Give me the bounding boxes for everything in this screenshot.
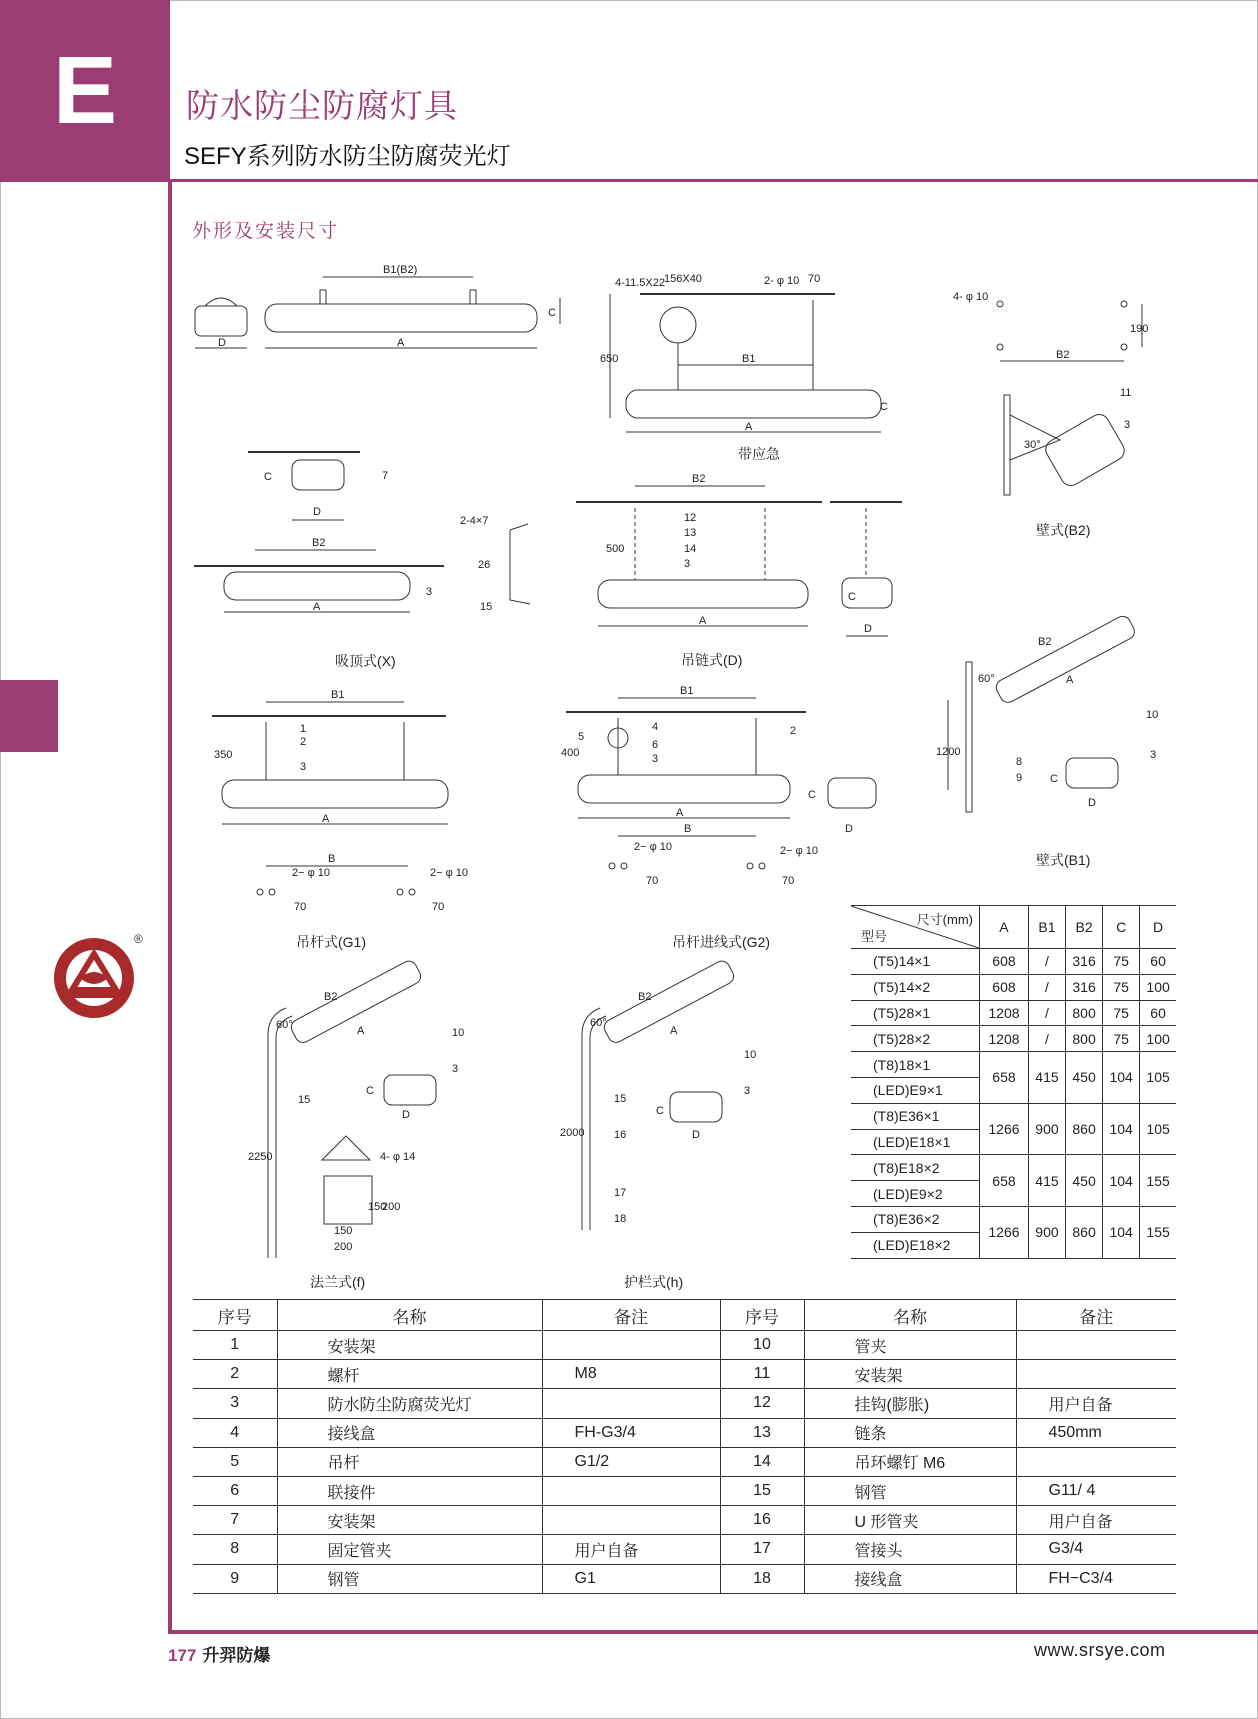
svg-text:15: 15 [614, 1093, 627, 1105]
svg-text:3: 3 [1124, 419, 1131, 431]
drawing-bracket [460, 515, 530, 613]
table-row: 6 联接件 15 钢管 G11/ 4 [193, 1476, 1176, 1505]
bottom-rule [168, 1630, 1258, 1634]
svg-text:B1: B1 [680, 685, 694, 697]
svg-text:C: C [1050, 773, 1058, 785]
svg-text:2: 2 [300, 736, 307, 748]
table-row: 8 固定管夹 用户自备 17 管接头 G3/4 [193, 1535, 1176, 1564]
svg-text:156X40: 156X40 [664, 273, 702, 285]
drawing-basic-end [195, 298, 247, 349]
svg-text:A: A [670, 1025, 678, 1037]
svg-text:15: 15 [480, 601, 493, 613]
header-name-2: 名称 [804, 1300, 1016, 1331]
svg-text:10: 10 [1146, 709, 1159, 721]
svg-text:D: D [218, 337, 226, 349]
svg-text:2000: 2000 [560, 1127, 585, 1139]
spec-row: (T5)28×2 1208 / 800 75 100 [851, 1026, 1176, 1052]
svg-text:C: C [264, 471, 272, 483]
svg-text:A: A [357, 1025, 365, 1037]
svg-text:17: 17 [614, 1187, 627, 1199]
svg-text:200: 200 [334, 1241, 353, 1253]
section-title: 外形及安装尺寸 [192, 221, 340, 242]
svg-text:13: 13 [684, 527, 697, 539]
svg-text:3: 3 [652, 753, 659, 765]
spec-row: (T8)18×1 658 415 450 104 105 [851, 1052, 1176, 1078]
spec-header-diagonal-cell [851, 906, 980, 949]
svg-text:4: 4 [652, 721, 659, 733]
header-dimension-label: 尺寸(mm) [916, 912, 973, 927]
svg-text:B2: B2 [1038, 636, 1052, 648]
svg-text:B2: B2 [1056, 349, 1070, 361]
table-row: 7 安装架 16 U 形管夹 用户自备 [193, 1506, 1176, 1535]
table-row: 9 钢管 G1 18 接线盒 FH−C3/4 [193, 1564, 1176, 1593]
drawing-ceiling-x [194, 452, 444, 613]
header-note: 备注 [542, 1300, 720, 1331]
svg-text:30°: 30° [1024, 439, 1041, 451]
caption-wall-b2: 壁式(B2) [1036, 522, 1091, 538]
svg-text:7: 7 [382, 470, 389, 482]
caption-rod-inlet-g2: 吊杆进线式(G2) [672, 934, 770, 950]
svg-text:A: A [699, 615, 707, 627]
spec-row: (LED)E9×2 [851, 1181, 1176, 1207]
svg-text:C: C [880, 401, 888, 413]
footer-page-info [168, 1641, 270, 1666]
footer-brand: 升羿防爆 [202, 1646, 271, 1665]
spec-row: (LED)E18×2 [851, 1232, 1176, 1258]
svg-text:1200: 1200 [936, 746, 961, 758]
svg-text:A: A [397, 337, 405, 349]
drawing-rail-h [560, 958, 756, 1230]
table-row: 3 防水防尘防腐荧光灯 12 挂钩(膨胀) 用户自备 [193, 1389, 1176, 1418]
svg-text:60°: 60° [590, 1017, 607, 1029]
drawing-rod-g2 [561, 685, 876, 887]
caption-rail-h: 护栏式(h) [624, 1274, 684, 1290]
svg-text:C: C [366, 1085, 374, 1097]
svg-text:A: A [1066, 674, 1074, 686]
svg-text:C: C [808, 789, 816, 801]
page-number: 177 [168, 1646, 197, 1665]
registered-mark: ® [134, 932, 143, 946]
svg-text:2-4×7: 2-4×7 [460, 515, 489, 527]
svg-text:D: D [402, 1109, 410, 1121]
spec-row: (T8)E36×2 1266 900 860 104 155 [851, 1206, 1176, 1232]
parts-list-table [193, 1299, 1176, 1594]
spec-col-c: C [1103, 906, 1140, 949]
svg-text:A: A [313, 601, 321, 613]
svg-text:70: 70 [432, 901, 445, 913]
table-row: 5 吊杆 G1/2 14 吊环螺钉 M6 [193, 1447, 1176, 1476]
caption-chain-d: 吊链式(D) [681, 652, 743, 668]
svg-text:190: 190 [1130, 323, 1149, 335]
svg-text:D: D [845, 823, 853, 835]
svg-text:3: 3 [452, 1063, 459, 1075]
svg-text:14: 14 [684, 543, 697, 555]
svg-text:3: 3 [426, 586, 433, 598]
drawing-chain-d [576, 473, 902, 636]
svg-text:2− φ 10: 2− φ 10 [634, 841, 673, 853]
svg-text:3: 3 [300, 761, 307, 773]
svg-text:3: 3 [744, 1085, 751, 1097]
spec-row: (T5)14×1 608 / 316 75 60 [851, 949, 1176, 975]
table-row: 2 螺杆 M8 11 安装架 [193, 1360, 1176, 1389]
table-row: 1 安装架 10 管夹 [193, 1331, 1176, 1360]
spec-row: (T8)E18×2 658 415 450 104 155 [851, 1155, 1176, 1181]
svg-text:11: 11 [1120, 387, 1132, 399]
header-note-2: 备注 [1016, 1300, 1176, 1331]
svg-text:4- φ 10: 4- φ 10 [953, 291, 989, 303]
svg-text:B2: B2 [324, 991, 338, 1003]
svg-text:70: 70 [294, 901, 307, 913]
svg-text:B: B [328, 853, 336, 865]
caption-ceiling-x: 吸顶式(X) [335, 653, 396, 669]
svg-text:B1(B2): B1(B2) [383, 264, 418, 276]
spec-col-b1: B1 [1028, 906, 1065, 949]
svg-text:15: 15 [298, 1094, 311, 1106]
page-subtitle: SEFY系列防水防尘防腐荧光灯 [184, 143, 511, 170]
spec-row: (LED)E9×1 [851, 1077, 1176, 1103]
svg-text:16: 16 [614, 1129, 627, 1141]
svg-text:70: 70 [808, 273, 821, 285]
svg-text:18: 18 [614, 1213, 627, 1225]
svg-text:D: D [313, 506, 321, 518]
svg-text:200: 200 [382, 1201, 401, 1213]
spec-col-b2: B2 [1066, 906, 1103, 949]
svg-text:2− φ 10: 2− φ 10 [292, 867, 331, 879]
svg-text:60°: 60° [276, 1019, 293, 1031]
spec-header-row [851, 906, 1176, 949]
svg-text:A: A [676, 807, 684, 819]
page-title: 防水防尘防腐灯具 [186, 87, 458, 124]
header-no-2: 序号 [720, 1300, 804, 1331]
svg-text:400: 400 [561, 747, 580, 759]
svg-text:150: 150 [368, 1201, 387, 1213]
svg-text:2− φ 10: 2− φ 10 [780, 845, 819, 857]
caption-flange-f: 法兰式(f) [310, 1274, 366, 1290]
spec-row: (LED)E18×1 [851, 1129, 1176, 1155]
svg-text:6: 6 [652, 739, 659, 751]
svg-text:D: D [864, 623, 872, 635]
svg-text:150: 150 [334, 1225, 353, 1237]
svg-text:B2: B2 [312, 537, 326, 549]
svg-text:1: 1 [300, 723, 307, 735]
parts-header-row [193, 1300, 1176, 1331]
header-model-label: 型号 [861, 929, 888, 944]
svg-text:60°: 60° [978, 673, 995, 685]
drawing-rod-g1 [212, 689, 468, 913]
caption-wall-b1: 壁式(B1) [1036, 852, 1091, 868]
spec-col-a: A [980, 906, 1029, 949]
drawing-wall-b2 [953, 291, 1148, 495]
svg-text:650: 650 [600, 353, 619, 365]
svg-text:2250: 2250 [248, 1151, 273, 1163]
svg-text:500: 500 [606, 543, 625, 555]
spec-row: (T8)E36×1 1266 900 860 104 105 [851, 1103, 1176, 1129]
header-no: 序号 [193, 1300, 277, 1331]
footer-url-link[interactable]: www.srsye.com [1034, 1640, 1166, 1660]
svg-text:4-11.5X22: 4-11.5X22 [615, 277, 665, 289]
dimension-spec-table [851, 905, 1176, 1259]
svg-text:3: 3 [684, 558, 691, 570]
svg-text:A: A [745, 421, 753, 433]
svg-text:B2: B2 [692, 473, 706, 485]
svg-text:C: C [548, 307, 556, 319]
svg-text:70: 70 [782, 875, 795, 887]
svg-text:2− φ 10: 2− φ 10 [430, 867, 469, 879]
svg-text:3: 3 [1150, 749, 1157, 761]
svg-text:2- φ 10: 2- φ 10 [764, 275, 800, 287]
drawing-flange-f [248, 958, 464, 1258]
svg-text:B: B [684, 823, 692, 835]
svg-text:C: C [848, 591, 856, 603]
svg-text:8: 8 [1016, 756, 1023, 768]
section-letter-block: E [0, 0, 170, 182]
svg-text:B1: B1 [331, 689, 345, 701]
header-name: 名称 [277, 1300, 542, 1331]
svg-text:10: 10 [452, 1027, 465, 1039]
svg-text:B2: B2 [638, 991, 652, 1003]
spec-row: (T5)14×2 608 / 316 75 100 [851, 974, 1176, 1000]
spec-row: (T5)28×1 1208 / 800 75 60 [851, 1000, 1176, 1026]
table-row: 4 接线盒 FH-G3/4 13 链条 450mm [193, 1418, 1176, 1447]
svg-text:12: 12 [684, 512, 697, 524]
svg-text:4- φ 14: 4- φ 14 [380, 1151, 416, 1163]
svg-text:D: D [1088, 797, 1096, 809]
svg-text:A: A [322, 813, 330, 825]
svg-text:10: 10 [744, 1049, 757, 1061]
svg-text:350: 350 [214, 749, 233, 761]
svg-text:70: 70 [646, 875, 659, 887]
spec-col-d: D [1140, 906, 1176, 949]
svg-text:C: C [656, 1105, 664, 1117]
svg-text:5: 5 [578, 731, 585, 743]
svg-text:26: 26 [478, 559, 491, 571]
caption-emergency: 带应急 [738, 446, 780, 462]
drawing-wall-b1-top [936, 614, 1158, 812]
drawing-emergency [600, 273, 888, 433]
svg-text:2: 2 [790, 725, 797, 737]
svg-text:D: D [692, 1129, 700, 1141]
svg-text:9: 9 [1016, 772, 1023, 784]
drawing-basic-side [265, 264, 560, 349]
svg-text:B1: B1 [742, 353, 756, 365]
caption-rod-g1: 吊杆式(G1) [296, 934, 366, 950]
